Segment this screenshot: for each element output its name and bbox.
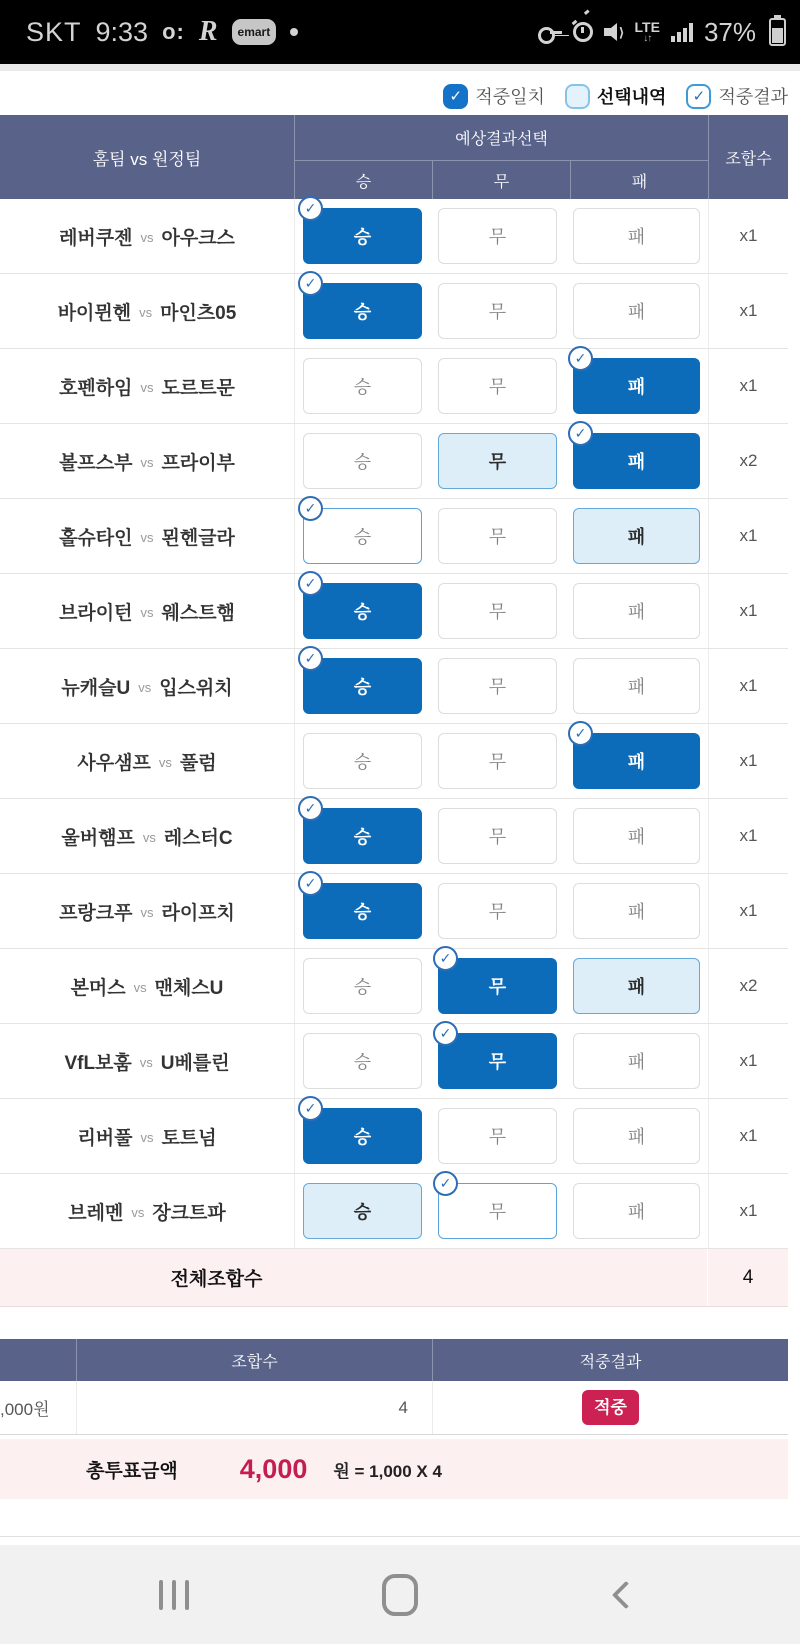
home-team-name: 프랑크푸	[59, 902, 133, 924]
filter-label: 적중결과	[718, 87, 788, 107]
home-team-name: 본머스	[70, 977, 126, 999]
filter-legend-bar	[0, 71, 800, 115]
match-teams	[0, 349, 295, 423]
pick-l-button-row10[interactable]: 패	[573, 883, 700, 939]
match-row	[0, 799, 788, 874]
match-teams	[0, 1024, 295, 1098]
pick-w-button-row9[interactable]: 승 ✓	[303, 808, 422, 864]
pick-l-button-row6[interactable]: 패	[573, 583, 700, 639]
pick-l-button-row4[interactable]: 패 ✓	[573, 433, 700, 489]
away-team-name: U베를린	[160, 1052, 230, 1074]
pick-w-button-row11[interactable]: 승	[303, 958, 422, 1014]
result-table-row	[0, 1381, 788, 1435]
total-combination-value: 4	[742, 1266, 754, 1288]
home-team-name: 바이뮌헨	[57, 302, 132, 324]
filter-toggle-2[interactable]	[565, 83, 667, 109]
home-team-name: 레버쿠젠	[59, 227, 133, 249]
statusbar-divider	[0, 64, 800, 71]
key-icon	[538, 26, 562, 39]
pick-d-button-row3[interactable]: 무	[438, 358, 557, 414]
home-team-name: VfL보훔	[64, 1052, 132, 1074]
hit-status-badge: 적중	[582, 1390, 639, 1425]
pick-w-button-row13[interactable]: 승 ✓	[303, 1108, 422, 1164]
match-row	[0, 574, 788, 649]
vs-label: vs	[140, 1130, 154, 1145]
pick-w-button-row6[interactable]: 승 ✓	[303, 583, 422, 639]
match-teams	[0, 199, 295, 273]
pick-w-button-row2[interactable]: 승 ✓	[303, 283, 422, 339]
total-bet-formula: 원 = 1,000 X 4	[333, 1461, 442, 1481]
emart-app-icon: emart	[232, 19, 277, 45]
away-team-name: 도르트문	[161, 377, 235, 399]
pick-w-button-row10[interactable]: 승 ✓	[303, 883, 422, 939]
result-table	[0, 1339, 788, 1499]
back-button[interactable]	[513, 1585, 739, 1605]
match-teams	[0, 499, 295, 573]
check-badge-icon: ✓	[298, 571, 323, 596]
vs-label: vs	[158, 755, 172, 770]
row-combo-multiplier: x1	[708, 1099, 788, 1173]
vs-label: vs	[140, 905, 154, 920]
pick-d-button-row1[interactable]: 무	[438, 208, 557, 264]
match-row	[0, 349, 788, 424]
vs-label: vs	[140, 230, 154, 245]
away-team-name: 풀럼	[179, 752, 217, 774]
checkbox-unchecked-icon[interactable]	[565, 84, 590, 109]
check-badge-icon: ✓	[298, 196, 323, 221]
vs-label: vs	[140, 380, 154, 395]
match-teams	[0, 724, 295, 798]
lte-network-icon: LTE ↓↑	[634, 19, 660, 44]
pick-l-button-row2[interactable]: 패	[573, 283, 700, 339]
check-badge-icon: ✓	[298, 496, 323, 521]
match-teams	[0, 874, 295, 948]
check-badge-icon: ✓	[433, 1171, 458, 1196]
vs-label: vs	[139, 1055, 153, 1070]
total-bet-amount: 4,000	[239, 1453, 308, 1484]
pick-l-button-row13[interactable]: 패	[573, 1108, 700, 1164]
home-team-name: 리버풀	[77, 1127, 133, 1149]
row-combo-multiplier: x1	[708, 1024, 788, 1098]
filter-toggle-1[interactable]	[443, 83, 545, 109]
match-teams	[0, 949, 295, 1023]
notification-dot-icon	[290, 28, 298, 36]
total-bet-label: 총투표금액	[86, 1460, 178, 1482]
pick-w-button-row14[interactable]: 승	[303, 1183, 422, 1239]
pick-l-button-row3[interactable]: 패 ✓	[573, 358, 700, 414]
away-team-name: 장크트파	[152, 1202, 226, 1224]
recents-icon	[159, 1580, 189, 1610]
match-teams	[0, 274, 295, 348]
row-combo-multiplier: x2	[708, 949, 788, 1023]
check-badge-icon: ✓	[568, 346, 593, 371]
header-win: 승	[355, 173, 372, 191]
prediction-table-header	[0, 115, 788, 199]
pick-l-button-row5[interactable]: 패	[573, 508, 700, 564]
vs-label: vs	[142, 830, 156, 845]
filter-label: 선택내역	[596, 87, 667, 107]
match-teams	[0, 1174, 295, 1248]
check-badge-icon: ✓	[433, 946, 458, 971]
pick-d-button-row2[interactable]: 무	[438, 283, 557, 339]
match-row	[0, 1099, 788, 1174]
pick-d-button-row10[interactable]: 무	[438, 883, 557, 939]
away-team-name: 레스터C	[163, 827, 233, 849]
checkbox-checked-icon[interactable]: ✓	[443, 84, 468, 109]
match-teams	[0, 1099, 295, 1173]
pick-w-button-row8[interactable]: 승	[303, 733, 422, 789]
pick-l-button-row14[interactable]: 패	[573, 1183, 700, 1239]
match-row	[0, 274, 788, 349]
row-combo-multiplier: x1	[708, 799, 788, 873]
battery-icon	[769, 18, 786, 46]
pick-d-button-row12[interactable]: 무 ✓	[438, 1033, 557, 1089]
prediction-table	[0, 115, 788, 1307]
home-team-name: 호펜하임	[59, 377, 133, 399]
pick-d-button-row11[interactable]: 무 ✓	[438, 958, 557, 1014]
bet-amount-clipped: ,000원	[0, 1381, 77, 1434]
check-badge-icon: ✓	[298, 871, 323, 896]
vs-label: vs	[131, 1205, 145, 1220]
pick-l-button-row8[interactable]: 패 ✓	[573, 733, 700, 789]
pick-d-button-row14[interactable]: 무 ✓	[438, 1183, 557, 1239]
alarm-icon	[573, 22, 593, 42]
pick-w-button-row7[interactable]: 승 ✓	[303, 658, 422, 714]
combo-count-value: 4	[77, 1381, 433, 1434]
status-bar	[0, 0, 800, 64]
check-badge-icon: ✓	[433, 1021, 458, 1046]
home-team-name: 브레멘	[68, 1202, 124, 1224]
row-combo-multiplier: x1	[708, 199, 788, 273]
filter-label: 적중일치	[475, 87, 545, 107]
home-icon	[382, 1574, 418, 1616]
away-team-name: 맨체스U	[154, 977, 224, 999]
pick-w-button-row4[interactable]: 승	[303, 433, 422, 489]
match-row	[0, 724, 788, 799]
pick-l-button-row12[interactable]: 패	[573, 1033, 700, 1089]
pick-l-button-row11[interactable]: 패	[573, 958, 700, 1014]
pick-l-button-row7[interactable]: 패	[573, 658, 700, 714]
total-combination-label: 전체조합수	[170, 1269, 263, 1290]
pick-d-button-row8[interactable]: 무	[438, 733, 557, 789]
row-combo-multiplier: x1	[708, 274, 788, 348]
pick-w-button-row1[interactable]: 승 ✓	[303, 208, 422, 264]
header-combo: 조합수	[77, 1339, 433, 1381]
android-nav-bar	[0, 1545, 800, 1644]
match-row	[0, 949, 788, 1024]
match-row	[0, 199, 788, 274]
header-team-column: 홈팀 vs 원정팀	[0, 115, 295, 199]
vs-label: vs	[133, 980, 147, 995]
recents-button[interactable]	[61, 1580, 287, 1610]
check-badge-icon: ✓	[568, 421, 593, 446]
notification-r-icon: R	[198, 16, 218, 47]
away-team-name: 입스위치	[159, 677, 233, 699]
row-combo-multiplier: x1	[708, 649, 788, 723]
header-prediction-select: 예상결과선택	[295, 115, 708, 161]
check-badge-icon: ✓	[298, 271, 323, 296]
pick-d-button-row9[interactable]: 무	[438, 808, 557, 864]
match-row	[0, 499, 788, 574]
row-combo-multiplier: x1	[708, 724, 788, 798]
header-combo-column: 조합수	[708, 115, 788, 199]
row-combo-multiplier: x1	[708, 874, 788, 948]
total-combination-row	[0, 1249, 788, 1307]
away-team-name: 프라이부	[161, 452, 235, 474]
vs-label: vs	[140, 605, 154, 620]
vs-label: vs	[139, 305, 153, 320]
row-combo-multiplier: x1	[708, 499, 788, 573]
match-row	[0, 649, 788, 724]
home-button[interactable]	[287, 1574, 513, 1616]
filter-toggle-3[interactable]	[686, 83, 788, 109]
away-team-name: 아우크스	[161, 227, 235, 249]
status-time: 9:33	[95, 16, 149, 47]
battery-percent: 37%	[703, 16, 756, 47]
home-team-name: 울버햄프	[61, 827, 135, 849]
match-teams	[0, 649, 295, 723]
total-bet-summary-row	[0, 1439, 788, 1499]
match-row	[0, 1024, 788, 1099]
pick-l-button-row9[interactable]: 패	[573, 808, 700, 864]
signal-strength-icon	[671, 22, 693, 42]
pick-w-button-row12[interactable]: 승	[303, 1033, 422, 1089]
header-lose: 패	[570, 161, 708, 199]
header-draw: 무	[432, 161, 570, 199]
vs-label: vs	[138, 680, 152, 695]
result-table-header	[0, 1339, 788, 1381]
match-teams	[0, 574, 295, 648]
notification-o-icon: o:	[162, 19, 185, 44]
away-team-name: 라이프치	[161, 902, 235, 924]
pick-d-button-row4[interactable]: 무	[438, 433, 557, 489]
home-team-name: 뉴캐슬U	[61, 677, 131, 699]
pick-d-button-row6[interactable]: 무	[438, 583, 557, 639]
pick-l-button-row1[interactable]: 패	[573, 208, 700, 264]
pick-w-button-row3[interactable]: 승	[303, 358, 422, 414]
pick-d-button-row5[interactable]: 무	[438, 508, 557, 564]
check-badge-icon: ✓	[298, 646, 323, 671]
content-bottom-divider	[0, 1536, 800, 1537]
header-hit-result: 적중결과	[579, 1353, 642, 1371]
checkbox-checked-icon[interactable]: ✓	[686, 84, 711, 109]
check-badge-icon: ✓	[298, 1096, 323, 1121]
match-teams	[0, 799, 295, 873]
row-combo-multiplier: x1	[708, 1174, 788, 1248]
row-combo-multiplier: x1	[708, 574, 788, 648]
carrier-label: SKT	[26, 16, 82, 47]
home-team-name: 볼프스부	[59, 452, 133, 474]
home-team-name: 홀슈타인	[59, 527, 133, 549]
away-team-name: 웨스트햄	[161, 602, 235, 624]
home-team-name: 사우샘프	[77, 752, 151, 774]
away-team-name: 토트넘	[161, 1127, 217, 1149]
away-team-name: 묀헨글라	[161, 527, 235, 549]
vibrate-icon: ⟩	[604, 23, 624, 41]
match-row	[0, 424, 788, 499]
home-team-name: 브라이턴	[59, 602, 133, 624]
match-row	[0, 1174, 788, 1249]
vs-label: vs	[140, 530, 154, 545]
header-amount-column	[0, 1339, 77, 1381]
match-teams	[0, 424, 295, 498]
row-combo-multiplier: x2	[708, 424, 788, 498]
away-team-name: 마인츠05	[160, 302, 237, 324]
pick-d-button-row13[interactable]: 무	[438, 1108, 557, 1164]
match-row	[0, 874, 788, 949]
check-badge-icon: ✓	[298, 796, 323, 821]
pick-w-button-row5[interactable]: 승 ✓	[303, 508, 422, 564]
row-combo-multiplier: x1	[708, 349, 788, 423]
pick-d-button-row7[interactable]: 무	[438, 658, 557, 714]
vs-label: vs	[140, 455, 154, 470]
back-chevron-icon	[612, 1580, 640, 1608]
check-badge-icon: ✓	[568, 721, 593, 746]
